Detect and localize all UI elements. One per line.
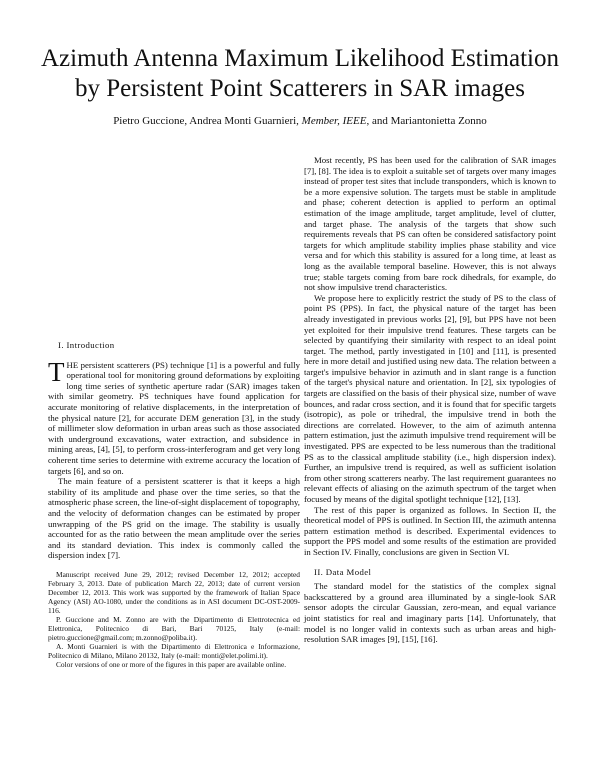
title-line-1: Azimuth Antenna Maximum Likelihood Estimation — [41, 45, 559, 72]
intro-paragraph-2: The main feature of a persistent scatterer is that it keeps a high stability of its amplitude and phase over the time series, so that the atmospheric phase screen, the line-of-sight displacement of topography, and the velocity of deformation changes can be estimated by proper unwrapping of the PS grid on the image. The stability is usually accounted for as the ratio between the mean amplitude over the series and its standard deviation. This index is commonly called the dispersion index [7]. — [48, 476, 300, 561]
authors-last: , and Mariantonietta Zonno — [366, 115, 487, 127]
authors-member-role: Member, IEEE — [301, 115, 367, 127]
right-paragraph-4: The standard model for the statistics of the complex signal backscattered by a ground area illuminated by a single-look SAR sensor adopts the circular Gaussian, zero-mean, and equal variance joint statistics for real and imaginary parts [14]. Unfortunately, that model is no longer valid in contexts such as urban areas and high-resolution SAR images [9], [15], [16]. — [304, 581, 556, 645]
right-paragraph-2: We propose here to explicitly restrict the study of PS to the class of point PS (PPS). In fact, the physical nature of the target has been already investigated in previous works [2], [9], but PPS have not been yet exploited for their impulsive trend features. These targets can be selected by quantifying their similarity with respect to an ideal point target. The method, partly investigated in [10] and [11], is presented here in more detail and justified using new data. The relation between a target's impulsive behavior in azimuth and in slant range is a function of the target's physical nature and orientation. In [2], six typologies of targets are classified on the basis of their physical size, number of wave bounces, and radar cross section, and it is found that for specific targets (isotropic), as pole or trihedral, the impulsive trend in both the directions are correlated. However, to the aim of azimuth antenna pattern estimation, just the azimuth impulsive trend requirement will be investigated. PPS are expected to be less numerous than the traditional PS as to the classical amplitude stability (i.e., high dispersion index). Further, an impulsive trend is required, as well as sufficient isolation from other strong scatterers nearby. The last requirement guarantees no relevant effects of aliasing on the azimuth spectrum of the target when focused by means of the digital spotlight technique [12], [13]. — [304, 292, 556, 504]
footnote-affiliation-milano: A. Monti Guarnieri is with the Dipartimento di Elettronica e Informazione, Politecnico di Milano, Milano 20132, Italy (e-mail: monti@elet.polimi.it). — [48, 641, 300, 660]
title-line-2: by Persistent Point Scatterers in SAR images — [75, 75, 525, 102]
right-paragraph-1: Most recently, PS has been used for the calibration of SAR images [7], [8]. The idea is to exploit a suitable set of targets over many images instead of proper test sites that include transponders, which is known to be a more expensive solution. The targets must be stable in amplitude and phase; coherent detection is applied to perform an optimal estimation of the image amplitude, target amplitude, level of clutter, and target phase. The analysis of the targets that show such requirements reveals that PS can often be considered satisfactory point targets for which amplitude stability implies phase stability and vice versa and for which this stability is assured for a long time, at least as long as the available temporal baseline. However, this is not always true; stable targets coming from bare rock dihedrals, for example, do not show impulsive trend characteristics. — [304, 155, 556, 293]
right-column — [304, 155, 556, 645]
section-heading-introduction: I. Introduction — [58, 340, 115, 350]
right-paragraph-3: The rest of this paper is organized as follows. In Section II, the theoretical model of PPS is outlined. In Section III, the azimuth antenna pattern estimation method is described. Experimental evidences to support the PPS model and some results of the estimation are provided in Section IV. Finally, conclusions are given in Section VI. — [304, 504, 556, 557]
footnotes — [48, 570, 300, 669]
section-heading-data-model: II. Data Model — [314, 566, 372, 577]
intro-paragraph-1-text: HE persistent scatterers (PS) technique [1] is a powerful and fully operational tool for monitoring ground deformations by exploiting long time series of synthetic aperture radar (SAR) images taken with similar geometry. PS techniques have found application for accurate monitoring of relative displacements, in the interpretation of the physical nature [2], for accurate DEM generation [3], in the study of millimeter slow deformation in urban areas such as those associated with underground excavations, water extraction, and subsidence in mining areas, [4], [5], to perform cross-interferogram and get very long coherent time series to determine with extreme accuracy the location of targets [6], and so on. — [48, 359, 300, 476]
authors-names: Pietro Guccione, Andrea Monti Guarnieri, — [113, 115, 299, 127]
intro-paragraph-1 — [48, 356, 300, 477]
paper-title — [0, 44, 600, 104]
footnote-manuscript: Manuscript received June 29, 2012; revised December 12, 2012; accepted February 3, 2013. Date of publication March 22, 2013; date of current version December 12, 2013. This work was supported by the framework of Italian Space Agency (ASI) AO-1080, under the conditions as in ASI document DC-OST-2009-116. — [48, 569, 300, 615]
footnote-affiliation-bari: P. Guccione and M. Zonno are with the Dipartimento di Elettrotecnica ed Elettronica, Politecnico di Bari, Bari 70125, Italy (e-mail: pietro.guccione@gmail.com; m.zonno@poliba.it). — [48, 614, 300, 642]
left-column — [48, 340, 300, 669]
drop-cap: T — [48, 356, 65, 387]
author-line — [0, 115, 600, 128]
footnote-color-versions: Color versions of one or more of the figures in this paper are available online. — [56, 659, 287, 669]
